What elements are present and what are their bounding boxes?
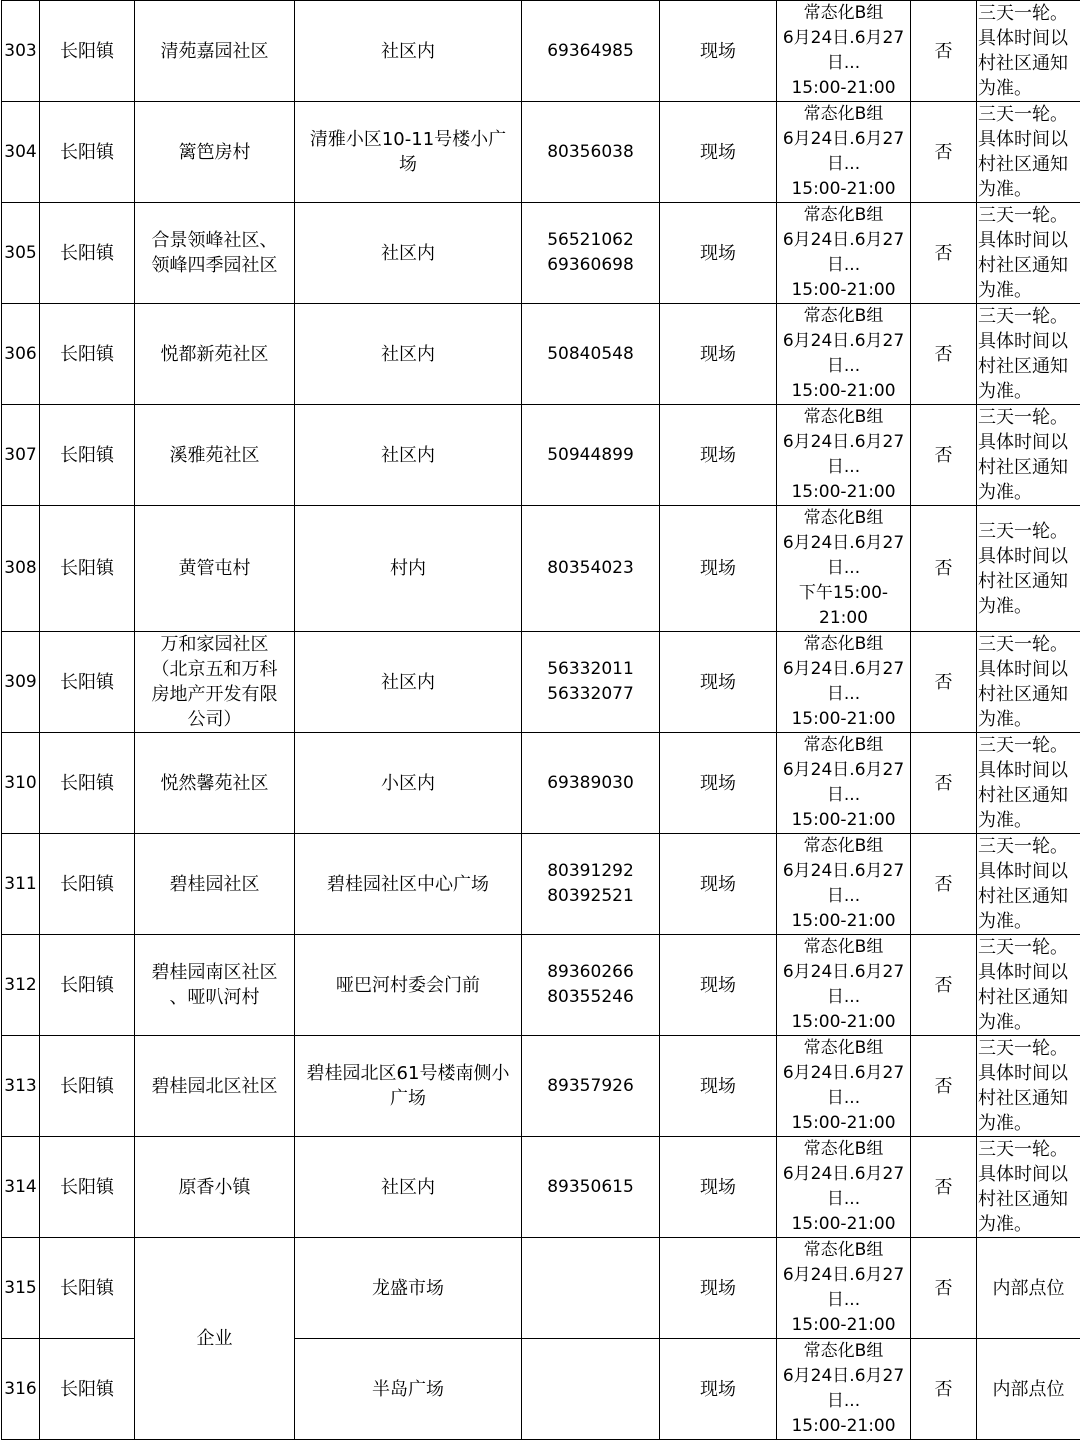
community-cell [135, 102, 295, 203]
schedule-cell-line: 常态化B组 [779, 1339, 908, 1364]
community-cell [135, 1238, 295, 1440]
mode-cell: 现场 [660, 1137, 777, 1238]
town-cell: 长阳镇 [40, 405, 135, 506]
town-cell: 长阳镇 [40, 733, 135, 834]
phone-cell [522, 102, 660, 203]
schedule-cell-line: 日... [779, 556, 908, 581]
table-row [2, 1, 1080, 102]
schedule-cell-line: 常态化B组 [779, 1036, 908, 1061]
location-cell [295, 1, 522, 102]
table-row [2, 935, 1080, 1036]
phone-cell-line: 69389030 [524, 771, 657, 796]
note-cell [977, 1137, 1080, 1238]
schedule-cell-line: 日... [779, 51, 908, 76]
note-cell-line: 为准。 [978, 594, 1079, 619]
phone-cell [522, 935, 660, 1036]
town-cell: 长阳镇 [40, 1339, 135, 1440]
note-cell-line: 三天一轮。 [978, 632, 1079, 657]
phone-cell [522, 632, 660, 733]
mode-cell: 现场 [660, 632, 777, 733]
note-cell [977, 1238, 1080, 1339]
location-cell-line: 社区内 [297, 443, 519, 468]
schedule-cell-line: 6月24日.6月27 [779, 127, 908, 152]
phone-cell-line: 89350615 [524, 1175, 657, 1200]
phone-cell [522, 1339, 660, 1440]
community-cell-line: 悦然馨苑社区 [137, 771, 292, 796]
mode-cell: 现场 [660, 203, 777, 304]
schedule-cell-line: 15:00-21:00 [779, 76, 908, 101]
table-body [2, 1, 1080, 1440]
note-cell-line: 村社区通知 [978, 1086, 1079, 1111]
phone-cell-line: 56332011 [524, 657, 657, 682]
note-cell-line: 为准。 [978, 707, 1079, 732]
note-cell-line: 为准。 [978, 1010, 1079, 1035]
phone-cell [522, 203, 660, 304]
flag-cell: 否 [911, 203, 977, 304]
schedule-cell-line: 日... [779, 1288, 908, 1313]
schedule-cell-line: 6月24日.6月27 [779, 430, 908, 455]
note-cell-line: 具体时间以 [978, 1162, 1079, 1187]
schedule-cell [777, 102, 911, 203]
location-cell-line: 龙盛市场 [297, 1276, 519, 1301]
community-cell [135, 1, 295, 102]
note-cell [977, 1, 1080, 102]
town-cell: 长阳镇 [40, 304, 135, 405]
schedule-cell-line: 6月24日.6月27 [779, 657, 908, 682]
schedule-cell-line: 15:00-21:00 [779, 1212, 908, 1237]
row-number: 310 [2, 733, 40, 834]
location-cell-line: 社区内 [297, 342, 519, 367]
schedule-cell-line: 6月24日.6月27 [779, 228, 908, 253]
note-cell-line: 村社区通知 [978, 569, 1079, 594]
location-cell [295, 1238, 522, 1339]
schedule-cell-line: 常态化B组 [779, 834, 908, 859]
table-row [2, 733, 1080, 834]
note-cell [977, 102, 1080, 203]
schedule-cell-line: 常态化B组 [779, 102, 908, 127]
flag-cell: 否 [911, 1339, 977, 1440]
mode-cell: 现场 [660, 733, 777, 834]
row-number: 307 [2, 405, 40, 506]
schedule-cell-line: 常态化B组 [779, 506, 908, 531]
schedule-cell [777, 1339, 911, 1440]
town-cell: 长阳镇 [40, 1, 135, 102]
schedule-cell-line: 6月24日.6月27 [779, 26, 908, 51]
location-cell-line: 社区内 [297, 1175, 519, 1200]
location-cell-line: 小区内 [297, 771, 519, 796]
schedule-cell-line: 15:00-21:00 [779, 1313, 908, 1338]
phone-cell-line: 56332077 [524, 682, 657, 707]
note-cell-line: 村社区通知 [978, 354, 1079, 379]
schedule-cell-line: 6月24日.6月27 [779, 1061, 908, 1086]
phone-cell [522, 405, 660, 506]
location-cell-line: 社区内 [297, 241, 519, 266]
schedule-cell [777, 834, 911, 935]
note-cell-line: 村社区通知 [978, 985, 1079, 1010]
schedule-cell-line: 常态化B组 [779, 935, 908, 960]
mode-cell: 现场 [660, 1, 777, 102]
note-cell-line: 具体时间以 [978, 1061, 1079, 1086]
location-cell [295, 1339, 522, 1440]
community-cell [135, 1036, 295, 1137]
community-cell [135, 304, 295, 405]
table-row [2, 1036, 1080, 1137]
phone-cell [522, 304, 660, 405]
note-cell-line: 三天一轮。 [978, 203, 1079, 228]
location-cell-line: 清雅小区10-11号楼小广 [297, 127, 519, 152]
note-cell-line: 三天一轮。 [978, 1, 1079, 26]
phone-cell [522, 1, 660, 102]
community-cell-line: 碧桂园南区社区 [137, 960, 292, 985]
note-cell-line: 具体时间以 [978, 430, 1079, 455]
schedule-cell-line: 常态化B组 [779, 405, 908, 430]
location-cell-line: 广场 [297, 1086, 519, 1111]
note-cell-line: 具体时间以 [978, 228, 1079, 253]
row-number: 313 [2, 1036, 40, 1137]
note-cell-line: 三天一轮。 [978, 935, 1079, 960]
schedule-cell-line: 常态化B组 [779, 1, 908, 26]
schedule-cell-line: 日... [779, 455, 908, 480]
table-row [2, 102, 1080, 203]
phone-cell [522, 1036, 660, 1137]
community-cell [135, 203, 295, 304]
schedule-cell-line: 6月24日.6月27 [779, 1263, 908, 1288]
note-cell-line: 为准。 [978, 278, 1079, 303]
note-cell-line: 为准。 [978, 76, 1079, 101]
mode-cell: 现场 [660, 935, 777, 1036]
schedule-cell-line: 15:00-21:00 [779, 1111, 908, 1136]
note-cell-line: 具体时间以 [978, 127, 1079, 152]
row-number: 316 [2, 1339, 40, 1440]
note-cell-line: 具体时间以 [978, 657, 1079, 682]
flag-cell: 否 [911, 1238, 977, 1339]
schedule-cell [777, 405, 911, 506]
schedule-cell-line: 6月24日.6月27 [779, 758, 908, 783]
schedule-cell-line: 常态化B组 [779, 733, 908, 758]
phone-cell-line: 50944899 [524, 443, 657, 468]
schedule-cell-line: 日... [779, 354, 908, 379]
note-cell-line: 内部点位 [978, 1276, 1079, 1301]
community-cell [135, 834, 295, 935]
community-cell-line: 房地产开发有限 [137, 682, 292, 707]
table-row [2, 203, 1080, 304]
community-cell [135, 632, 295, 733]
location-cell-line: 半岛广场 [297, 1377, 519, 1402]
note-cell-line: 具体时间以 [978, 758, 1079, 783]
phone-cell-line: 89357926 [524, 1074, 657, 1099]
note-cell-line: 具体时间以 [978, 329, 1079, 354]
schedule-cell [777, 1, 911, 102]
phone-cell-line: 80354023 [524, 556, 657, 581]
schedule-cell-line: 6月24日.6月27 [779, 960, 908, 985]
mode-cell: 现场 [660, 506, 777, 632]
schedule-cell [777, 1137, 911, 1238]
schedule-cell-line: 6月24日.6月27 [779, 1364, 908, 1389]
mode-cell: 现场 [660, 834, 777, 935]
note-cell-line: 为准。 [978, 909, 1079, 934]
phone-cell-line: 50840548 [524, 342, 657, 367]
town-cell: 长阳镇 [40, 1036, 135, 1137]
note-cell-line: 为准。 [978, 480, 1079, 505]
phone-cell-line: 69364985 [524, 39, 657, 64]
phone-cell-line: 69360698 [524, 253, 657, 278]
schedule-cell-line: 日... [779, 783, 908, 808]
mode-cell: 现场 [660, 102, 777, 203]
location-cell [295, 1036, 522, 1137]
schedule-cell-line: 日... [779, 1187, 908, 1212]
community-cell [135, 733, 295, 834]
community-cell [135, 935, 295, 1036]
schedule-cell-line: 6月24日.6月27 [779, 1162, 908, 1187]
row-number: 311 [2, 834, 40, 935]
note-cell [977, 632, 1080, 733]
community-cell-line: 合景领峰社区、 [137, 228, 292, 253]
location-cell [295, 935, 522, 1036]
phone-cell [522, 834, 660, 935]
community-cell-line: 清苑嘉园社区 [137, 39, 292, 64]
note-cell [977, 304, 1080, 405]
location-cell-line: 碧桂园北区61号楼南侧小 [297, 1061, 519, 1086]
note-cell-line: 村社区通知 [978, 455, 1079, 480]
note-cell [977, 1339, 1080, 1440]
phone-cell [522, 1137, 660, 1238]
note-cell [977, 1036, 1080, 1137]
community-cell-line: 企业 [137, 1326, 292, 1351]
schedule-cell [777, 506, 911, 632]
town-cell: 长阳镇 [40, 1238, 135, 1339]
row-number: 304 [2, 102, 40, 203]
schedule-cell-line: 15:00-21:00 [779, 1414, 908, 1439]
table-row [2, 304, 1080, 405]
schedule-cell-line: 15:00-21:00 [779, 808, 908, 833]
row-number: 309 [2, 632, 40, 733]
schedule-cell-line: 6月24日.6月27 [779, 859, 908, 884]
note-cell-line: 村社区通知 [978, 682, 1079, 707]
phone-cell-line: 56521062 [524, 228, 657, 253]
table-row [2, 1238, 1080, 1339]
note-cell-line: 为准。 [978, 1111, 1079, 1136]
phone-cell [522, 506, 660, 632]
note-cell-line: 村社区通知 [978, 51, 1079, 76]
row-number: 306 [2, 304, 40, 405]
community-cell-line: 黄管屯村 [137, 556, 292, 581]
note-cell-line: 为准。 [978, 177, 1079, 202]
location-cell [295, 632, 522, 733]
note-cell-line: 三天一轮。 [978, 405, 1079, 430]
schedule-cell-line: 6月24日.6月27 [779, 531, 908, 556]
schedule-cell-line: 15:00-21:00 [779, 480, 908, 505]
note-cell-line: 具体时间以 [978, 544, 1079, 569]
community-cell [135, 506, 295, 632]
schedule-cell-line: 日... [779, 253, 908, 278]
flag-cell: 否 [911, 1, 977, 102]
community-cell-line: 悦都新苑社区 [137, 342, 292, 367]
schedule-cell-line: 15:00-21:00 [779, 909, 908, 934]
note-cell-line: 三天一轮。 [978, 519, 1079, 544]
row-number: 305 [2, 203, 40, 304]
note-cell-line: 为准。 [978, 808, 1079, 833]
schedule-cell [777, 1036, 911, 1137]
phone-cell-line: 80356038 [524, 140, 657, 165]
table-row [2, 632, 1080, 733]
mode-cell: 现场 [660, 405, 777, 506]
community-cell-line: 原香小镇 [137, 1175, 292, 1200]
row-number: 312 [2, 935, 40, 1036]
schedule-cell-line: 6月24日.6月27 [779, 329, 908, 354]
town-cell: 长阳镇 [40, 506, 135, 632]
flag-cell: 否 [911, 1036, 977, 1137]
flag-cell: 否 [911, 834, 977, 935]
location-cell-line: 社区内 [297, 39, 519, 64]
note-cell-line: 具体时间以 [978, 26, 1079, 51]
note-cell-line: 村社区通知 [978, 152, 1079, 177]
testing-sites-table [1, 0, 1080, 1440]
community-cell [135, 1137, 295, 1238]
schedule-cell-line: 日... [779, 152, 908, 177]
mode-cell: 现场 [660, 304, 777, 405]
schedule-cell [777, 1238, 911, 1339]
note-cell-line: 为准。 [978, 379, 1079, 404]
phone-cell-line: 80392521 [524, 884, 657, 909]
flag-cell: 否 [911, 632, 977, 733]
phone-cell [522, 733, 660, 834]
phone-cell-line: 80355246 [524, 985, 657, 1010]
location-cell-line: 社区内 [297, 670, 519, 695]
note-cell-line: 为准。 [978, 1212, 1079, 1237]
row-number: 315 [2, 1238, 40, 1339]
schedule-cell-line: 15:00-21:00 [779, 379, 908, 404]
note-cell [977, 506, 1080, 632]
schedule-cell-line: 常态化B组 [779, 1137, 908, 1162]
location-cell [295, 1137, 522, 1238]
note-cell-line: 三天一轮。 [978, 733, 1079, 758]
flag-cell: 否 [911, 506, 977, 632]
note-cell-line: 三天一轮。 [978, 102, 1079, 127]
location-cell-line: 村内 [297, 556, 519, 581]
town-cell: 长阳镇 [40, 834, 135, 935]
table-row [2, 506, 1080, 632]
note-cell-line: 村社区通知 [978, 253, 1079, 278]
location-cell [295, 834, 522, 935]
row-number: 303 [2, 1, 40, 102]
location-cell-line: 碧桂园社区中心广场 [297, 872, 519, 897]
schedule-cell-line: 常态化B组 [779, 632, 908, 657]
mode-cell: 现场 [660, 1238, 777, 1339]
schedule-cell [777, 733, 911, 834]
schedule-cell [777, 935, 911, 1036]
schedule-cell [777, 632, 911, 733]
schedule-cell-line: 15:00-21:00 [779, 1010, 908, 1035]
community-cell-line: 公司） [137, 707, 292, 732]
schedule-cell-line: 日... [779, 682, 908, 707]
note-cell-line: 具体时间以 [978, 859, 1079, 884]
note-cell-line: 村社区通知 [978, 783, 1079, 808]
note-cell [977, 203, 1080, 304]
schedule-cell-line: 常态化B组 [779, 203, 908, 228]
town-cell: 长阳镇 [40, 1137, 135, 1238]
location-cell [295, 203, 522, 304]
table-row [2, 1137, 1080, 1238]
schedule-cell-line: 下午15:00- [779, 581, 908, 606]
schedule-cell-line: 15:00-21:00 [779, 278, 908, 303]
location-cell-line: 哑巴河村委会门前 [297, 973, 519, 998]
town-cell: 长阳镇 [40, 102, 135, 203]
row-number: 308 [2, 506, 40, 632]
flag-cell: 否 [911, 935, 977, 1036]
flag-cell: 否 [911, 1137, 977, 1238]
note-cell-line: 具体时间以 [978, 960, 1079, 985]
community-cell-line: 篱笆房村 [137, 140, 292, 165]
schedule-cell-line: 15:00-21:00 [779, 177, 908, 202]
mode-cell: 现场 [660, 1339, 777, 1440]
schedule-cell-line: 日... [779, 884, 908, 909]
community-cell-line: 万和家园社区 [137, 632, 292, 657]
location-cell [295, 405, 522, 506]
note-cell [977, 834, 1080, 935]
location-cell-line: 场 [297, 152, 519, 177]
schedule-cell [777, 203, 911, 304]
phone-cell-line: 80391292 [524, 859, 657, 884]
town-cell: 长阳镇 [40, 632, 135, 733]
community-cell-line: 、哑叭河村 [137, 985, 292, 1010]
flag-cell: 否 [911, 102, 977, 203]
community-cell-line: 碧桂园北区社区 [137, 1074, 292, 1099]
flag-cell: 否 [911, 405, 977, 506]
community-cell-line: （北京五和万科 [137, 657, 292, 682]
location-cell [295, 102, 522, 203]
note-cell [977, 733, 1080, 834]
schedule-cell-line: 日... [779, 985, 908, 1010]
note-cell [977, 405, 1080, 506]
schedule-cell-line: 常态化B组 [779, 1238, 908, 1263]
flag-cell: 否 [911, 733, 977, 834]
phone-cell [522, 1238, 660, 1339]
flag-cell: 否 [911, 304, 977, 405]
community-cell [135, 405, 295, 506]
note-cell-line: 村社区通知 [978, 884, 1079, 909]
schedule-cell-line: 21:00 [779, 606, 908, 631]
location-cell [295, 733, 522, 834]
schedule-cell-line: 日... [779, 1086, 908, 1111]
schedule-cell-line: 日... [779, 1389, 908, 1414]
community-cell-line: 溪雅苑社区 [137, 443, 292, 468]
town-cell: 长阳镇 [40, 203, 135, 304]
schedule-cell-line: 常态化B组 [779, 304, 908, 329]
note-cell-line: 村社区通知 [978, 1187, 1079, 1212]
location-cell [295, 304, 522, 405]
note-cell-line: 三天一轮。 [978, 834, 1079, 859]
note-cell-line: 三天一轮。 [978, 1036, 1079, 1061]
community-cell-line: 碧桂园社区 [137, 872, 292, 897]
note-cell-line: 内部点位 [978, 1377, 1079, 1402]
note-cell-line: 三天一轮。 [978, 1137, 1079, 1162]
schedule-cell-line: 15:00-21:00 [779, 707, 908, 732]
note-cell [977, 935, 1080, 1036]
community-cell-line: 领峰四季园社区 [137, 253, 292, 278]
phone-cell-line: 89360266 [524, 960, 657, 985]
table-row [2, 834, 1080, 935]
mode-cell: 现场 [660, 1036, 777, 1137]
location-cell [295, 506, 522, 632]
note-cell-line: 三天一轮。 [978, 304, 1079, 329]
schedule-cell [777, 304, 911, 405]
table-row [2, 405, 1080, 506]
row-number: 314 [2, 1137, 40, 1238]
town-cell: 长阳镇 [40, 935, 135, 1036]
